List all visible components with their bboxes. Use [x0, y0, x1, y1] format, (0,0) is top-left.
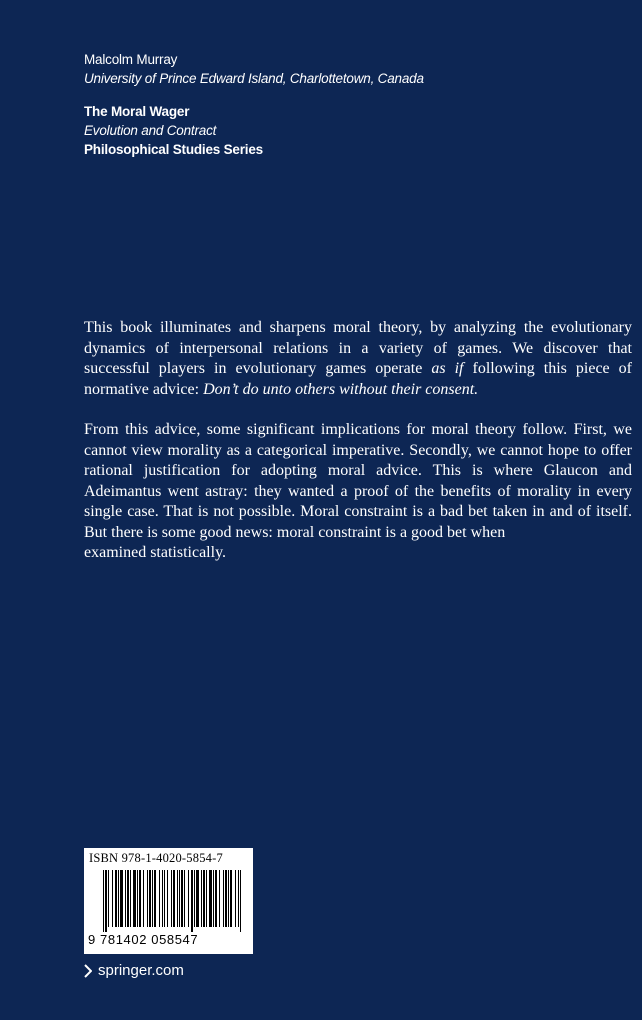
barcode-bar	[219, 870, 220, 927]
p1-text-b: following this piece of normative advice:	[84, 360, 632, 398]
p1-quote: Don’t do unto others without their consent.	[203, 380, 479, 398]
barcode-bar	[213, 870, 214, 927]
barcode-bar	[133, 870, 136, 927]
barcode-bar	[118, 870, 119, 927]
description-paragraph-1	[84, 318, 632, 400]
barcode-bar	[115, 870, 117, 927]
barcode-icon	[102, 870, 244, 932]
barcode-bar	[194, 870, 195, 927]
barcode-bar	[108, 870, 109, 927]
barcode-bar	[203, 870, 205, 927]
barcode-bar	[167, 870, 168, 927]
barcode-bar	[201, 870, 202, 927]
barcode-bar	[152, 870, 153, 927]
barcode-bar	[137, 870, 138, 927]
barcode-bar	[154, 870, 156, 927]
barcode-digits: 9 781402 058547	[88, 932, 199, 947]
p1-emphasis: as if	[431, 360, 464, 377]
p2-end: examined statistically.	[84, 544, 227, 561]
barcode-bar	[209, 870, 212, 927]
barcode-bar	[223, 870, 224, 927]
barcode-bar	[173, 870, 175, 927]
barcode-bar	[184, 870, 185, 927]
barcode-bar	[228, 870, 229, 927]
description-paragraph-2	[84, 420, 632, 564]
barcode-bar	[130, 870, 131, 927]
barcode-bar	[196, 870, 199, 927]
book-title: The Moral Wager	[84, 104, 190, 119]
barcode-bar	[230, 870, 232, 927]
book-subtitle: Evolution and Contract	[84, 123, 217, 138]
barcode-bar	[177, 870, 178, 927]
springer-link-text[interactable]: springer.com	[98, 962, 184, 979]
barcode-bar	[206, 870, 207, 927]
barcode-bar	[191, 870, 193, 932]
author-name: Malcolm Murray	[84, 52, 178, 67]
book-info	[84, 102, 263, 159]
p2-text: From this advice, some significant implications for moral theory follow. First, we cannot view morality as a categorical imperative. Secondly, we cannot hope to offer rational justification for adopting moral advice. This is where Glaucon and Adeimantus went astray: they wanted a proof of the benefits of morality in every single case. That is not possible. Moral constraint is a bad bet taken in and of itself. But there is some good news: moral constraint is a good bet when	[84, 421, 632, 541]
barcode-bar	[105, 870, 107, 932]
barcode-bar	[164, 870, 165, 927]
barcode-bar	[235, 870, 236, 927]
author-block	[84, 50, 424, 88]
barcode-bar	[143, 870, 144, 927]
book-description	[84, 318, 632, 584]
barcode-bar	[181, 870, 183, 927]
barcode-bar	[149, 870, 151, 927]
author-affiliation: University of Prince Edward Island, Charlottetown, Canada	[84, 71, 424, 86]
springer-link[interactable]	[84, 962, 184, 979]
barcode-bar	[127, 870, 129, 927]
isbn-barcode	[84, 848, 253, 954]
chevron-right-icon	[84, 964, 92, 978]
barcode-bar	[103, 870, 104, 932]
barcode-bar	[225, 870, 227, 927]
barcode-bar	[238, 870, 239, 927]
barcode-bar	[147, 870, 148, 927]
p1-text-a: This book illuminates and sharpens moral theory, by analyzing the evolutionary dynamics of interpersonal relations in a variety of games. We discover that successful players in evolutionary games operate	[84, 319, 632, 377]
barcode-bar	[120, 870, 123, 927]
barcode-bar	[162, 870, 163, 927]
isbn-label: ISBN 978-1-4020-5854-7	[89, 851, 223, 865]
barcode-bar	[125, 870, 126, 927]
barcode-bar	[240, 870, 241, 932]
barcode-bar	[159, 870, 160, 927]
barcode-bar	[112, 870, 113, 927]
series-name: Philosophical Studies Series	[84, 142, 263, 157]
barcode-bar	[215, 870, 217, 927]
barcode-bar	[139, 870, 141, 927]
barcode-bar	[179, 870, 180, 927]
barcode-bar	[171, 870, 172, 927]
barcode-bar	[188, 870, 189, 927]
